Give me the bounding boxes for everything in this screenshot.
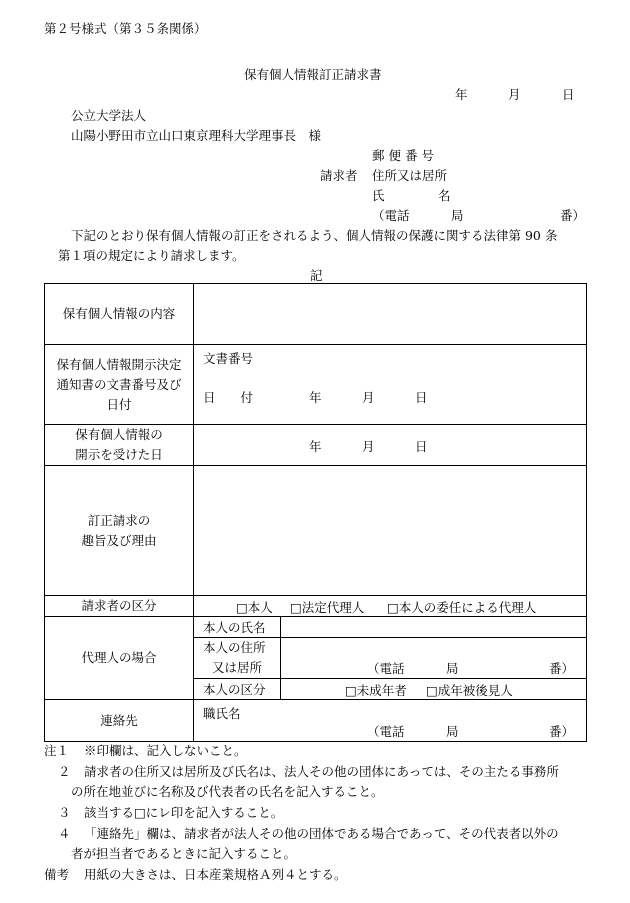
row-reason: [45, 466, 587, 596]
staff-name-label: 職氏名: [203, 706, 241, 721]
note-4-line2: 者が担当者であるときに記入すること。: [71, 846, 297, 861]
date-month: 月: [508, 87, 521, 102]
content-input-cell[interactable]: [194, 284, 587, 345]
content-label-cell: [45, 284, 194, 345]
category-legal-agent-checkbox[interactable]: □法定代理人: [290, 600, 365, 615]
notice-month: 月: [362, 390, 375, 405]
disclosed-year: 年: [309, 438, 322, 454]
category-delegated-agent-checkbox[interactable]: □本人の委任による代理人: [387, 600, 537, 615]
notice-label-line1: 保有個人情報開示決定: [56, 356, 182, 372]
principal-category-options-cell: [281, 679, 587, 700]
date-day: 日: [562, 87, 575, 102]
contact-phone-open: （電話: [367, 724, 405, 739]
contact-label-cell: [45, 700, 194, 742]
reason-label-line2: 趣旨及び理由: [81, 532, 157, 548]
agent-label: 代理人の場合: [81, 650, 157, 665]
disclosed-label-line1: 保有個人情報の: [75, 427, 163, 442]
notice-year: 年: [309, 390, 322, 405]
date-year: 年: [455, 87, 468, 102]
date-label: 日 付: [203, 390, 254, 405]
category-self-checkbox[interactable]: □本人: [236, 600, 273, 615]
contact-label: 連絡先: [100, 712, 138, 728]
phone-close: 番）: [560, 208, 586, 223]
address-phone-open: （電話: [367, 661, 405, 676]
note-2-line1: 請求者の住所又は居所及び氏名は、法人その他の団体にあっては、その主たる事務所: [84, 764, 559, 779]
category-options-cell: [194, 596, 587, 617]
name-label-left: 氏: [372, 188, 385, 203]
notice-label-cell: [45, 345, 194, 425]
minor-checkbox[interactable]: □未成年者: [345, 683, 407, 698]
principal-name-label-cell: [194, 617, 281, 638]
principal-category-label: 本人の区分: [203, 682, 266, 697]
addressee-line1: 公立大学法人: [71, 108, 147, 123]
row-disclosed: [45, 425, 587, 466]
notice-label-line3: 日付: [106, 396, 132, 412]
category-label-cell: [45, 596, 194, 617]
ki-marker: 記: [310, 268, 323, 283]
contact-phone-exchange: 局: [446, 724, 459, 739]
disclosed-month: 月: [362, 438, 375, 454]
disclosed-day: 日: [415, 438, 428, 454]
notice-day: 日: [415, 390, 428, 405]
note-2-line2: の所在地並びに名称及び代表者の氏名を記入すること。: [71, 784, 384, 799]
row-notice: [45, 345, 587, 425]
row-category: [45, 596, 587, 617]
reason-input-cell[interactable]: [194, 466, 587, 596]
reason-label-line1: 訂正請求の: [87, 512, 151, 528]
row-content: [45, 284, 587, 345]
requester-label: 請求者: [320, 168, 358, 183]
phone-exchange: 局: [451, 208, 464, 223]
category-label: 請求者の区分: [81, 598, 157, 613]
disclosed-input-cell[interactable]: [194, 425, 587, 466]
principal-address-line2: 又は居所: [212, 660, 263, 675]
principal-category-label-cell: [194, 679, 281, 700]
intro-line2: 第１項の規定により請求します。: [58, 248, 245, 263]
name-label-right: 名: [438, 188, 451, 203]
principal-address-input[interactable]: [281, 638, 587, 679]
note-2-number: ２: [58, 764, 71, 779]
address-phone-close: 番）: [549, 661, 575, 676]
form-number: 第２号様式（第３５条関係）: [44, 21, 207, 36]
reason-label-cell: [45, 466, 194, 596]
note-3: 該当する□にレ印を記入すること。: [84, 805, 284, 820]
address-label: 住所又は居所: [372, 168, 448, 183]
addressee-line2: 山陽小野田市立山口東京理科大学理事長 様: [71, 128, 322, 143]
intro-line1: 下記のとおり保有個人情報の訂正をされるよう、個人情報の保護に関する法律第 90 条: [71, 228, 558, 243]
content-label: 保有個人情報の内容: [62, 306, 176, 321]
note-1: ※印欄は、記入しないこと。: [84, 743, 247, 758]
contact-phone-close: 番）: [549, 724, 575, 739]
phone-open: （電話: [372, 208, 410, 223]
principal-name-input[interactable]: [281, 617, 587, 638]
principal-address-line1: 本人の住所: [203, 640, 266, 655]
principal-name-label: 本人の氏名: [203, 620, 266, 635]
notice-input-cell[interactable]: [194, 345, 587, 425]
principal-address-label-cell: [194, 638, 281, 679]
contact-input-cell[interactable]: [194, 700, 587, 742]
page-title: 保有個人情報訂正請求書: [244, 67, 382, 82]
postal-code-label: 郵 便 番 号: [372, 148, 434, 163]
doc-number-label: 文書番号: [203, 351, 254, 366]
note-1-prefix: 注１: [44, 743, 70, 758]
remarks: 用紙の大きさは、日本産業規格Ａ列４とする。: [84, 867, 347, 882]
notice-label-line2: 通知書の文書番号及び: [56, 376, 182, 392]
agent-label-cell: [45, 617, 194, 700]
address-phone-exchange: 局: [446, 661, 459, 676]
row-principal-name: [45, 617, 587, 638]
disclosed-label-line2: 開示を受けた日: [75, 447, 163, 462]
adult-ward-checkbox[interactable]: □成年被後見人: [426, 683, 513, 698]
disclosed-label-cell: [45, 425, 194, 466]
remarks-prefix: 備考: [44, 867, 70, 882]
note-4-number: ４: [58, 826, 71, 841]
request-form-table: [44, 283, 587, 742]
note-3-number: ３: [58, 805, 71, 820]
row-contact: [45, 700, 587, 742]
note-4-line1: 「連絡先」欄は、請求者が法人その他の団体である場合であって、その代表者以外の: [84, 826, 559, 841]
